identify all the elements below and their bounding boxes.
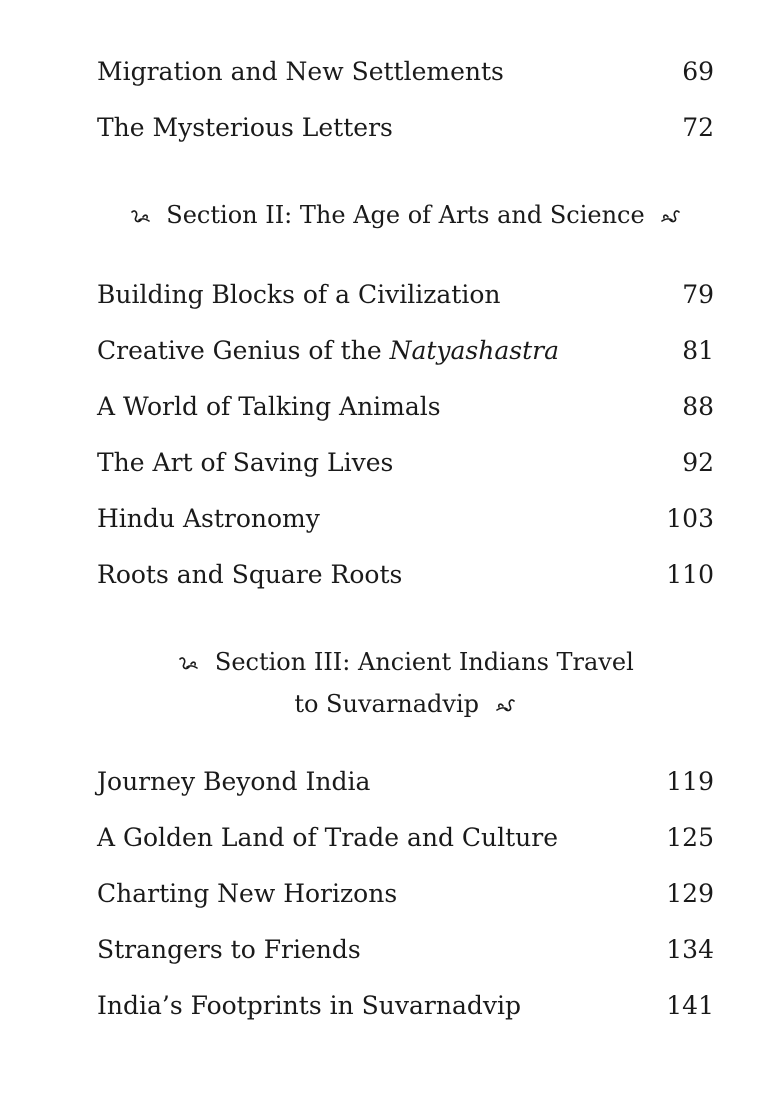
toc-entry-title: The Mysterious Letters — [97, 113, 393, 142]
toc-entry-page: 141 — [666, 991, 714, 1020]
toc-entry[interactable] — [97, 988, 714, 1024]
toc-entry-page: 125 — [666, 823, 714, 852]
toc-entry[interactable] — [97, 932, 714, 968]
toc-entry-title: Roots and Square Roots — [97, 560, 403, 589]
toc-entry-page: 92 — [682, 448, 714, 477]
toc-entry-page: 110 — [666, 560, 714, 589]
toc-entry-title: A Golden Land of Trade and Culture — [97, 823, 559, 852]
toc-entry[interactable] — [97, 54, 714, 90]
toc-entry-title: Migration and New Settlements — [97, 57, 504, 86]
toc-entry[interactable] — [97, 764, 714, 800]
toc-entry[interactable] — [97, 501, 714, 537]
toc-entry-page: 103 — [666, 504, 714, 533]
toc-entry-title: A World of Talking Animals — [97, 392, 441, 421]
toc-entry-title: Hindu Astronomy — [97, 504, 320, 533]
section-title: Section II: The Age of Arts and Science — [166, 201, 645, 229]
section-title-line1: Section III: Ancient Indians Travel — [214, 648, 634, 676]
toc-entry[interactable] — [97, 557, 714, 593]
toc-entry-title: India’s Footprints in Suvarnadvip — [97, 991, 521, 1020]
toc-entry-title: Journey Beyond India — [97, 767, 371, 796]
toc-entry-title-prefix: Creative Genius of the — [97, 336, 390, 365]
toc-entry-title-italic: Natyashastra — [389, 336, 559, 365]
toc-entry-title: Strangers to Friends — [97, 935, 361, 964]
toc-entry-page: 79 — [682, 280, 714, 309]
leaf-flourish-left-icon — [177, 654, 207, 674]
toc-entry-page: 81 — [682, 336, 714, 365]
toc-entry-page: 69 — [682, 57, 714, 86]
toc-entry[interactable] — [97, 820, 714, 856]
toc-entry[interactable] — [97, 333, 714, 369]
section-heading — [97, 641, 714, 725]
toc-entry[interactable] — [97, 277, 714, 313]
leaf-flourish-right-icon — [487, 696, 517, 716]
toc-entry-page: 129 — [666, 879, 714, 908]
toc-entry-page: 72 — [682, 113, 714, 142]
toc-entry-page: 119 — [666, 767, 714, 796]
toc-entry[interactable] — [97, 876, 714, 912]
toc-entry-title — [97, 333, 559, 369]
toc-entry[interactable] — [97, 110, 714, 146]
toc-entry-page: 134 — [666, 935, 714, 964]
section-heading — [97, 194, 714, 236]
toc-entry[interactable] — [97, 389, 714, 425]
leaf-flourish-right-icon — [652, 207, 682, 227]
toc-entry-title: Charting New Horizons — [97, 879, 398, 908]
toc-entry-title: The Art of Saving Lives — [97, 448, 394, 477]
leaf-flourish-left-icon — [129, 207, 159, 227]
toc-entry-page: 88 — [682, 392, 714, 421]
section-title-line2: to Suvarnadvip — [294, 690, 480, 718]
toc-entry-title: Building Blocks of a Civilization — [97, 280, 501, 309]
toc-entry[interactable] — [97, 445, 714, 481]
